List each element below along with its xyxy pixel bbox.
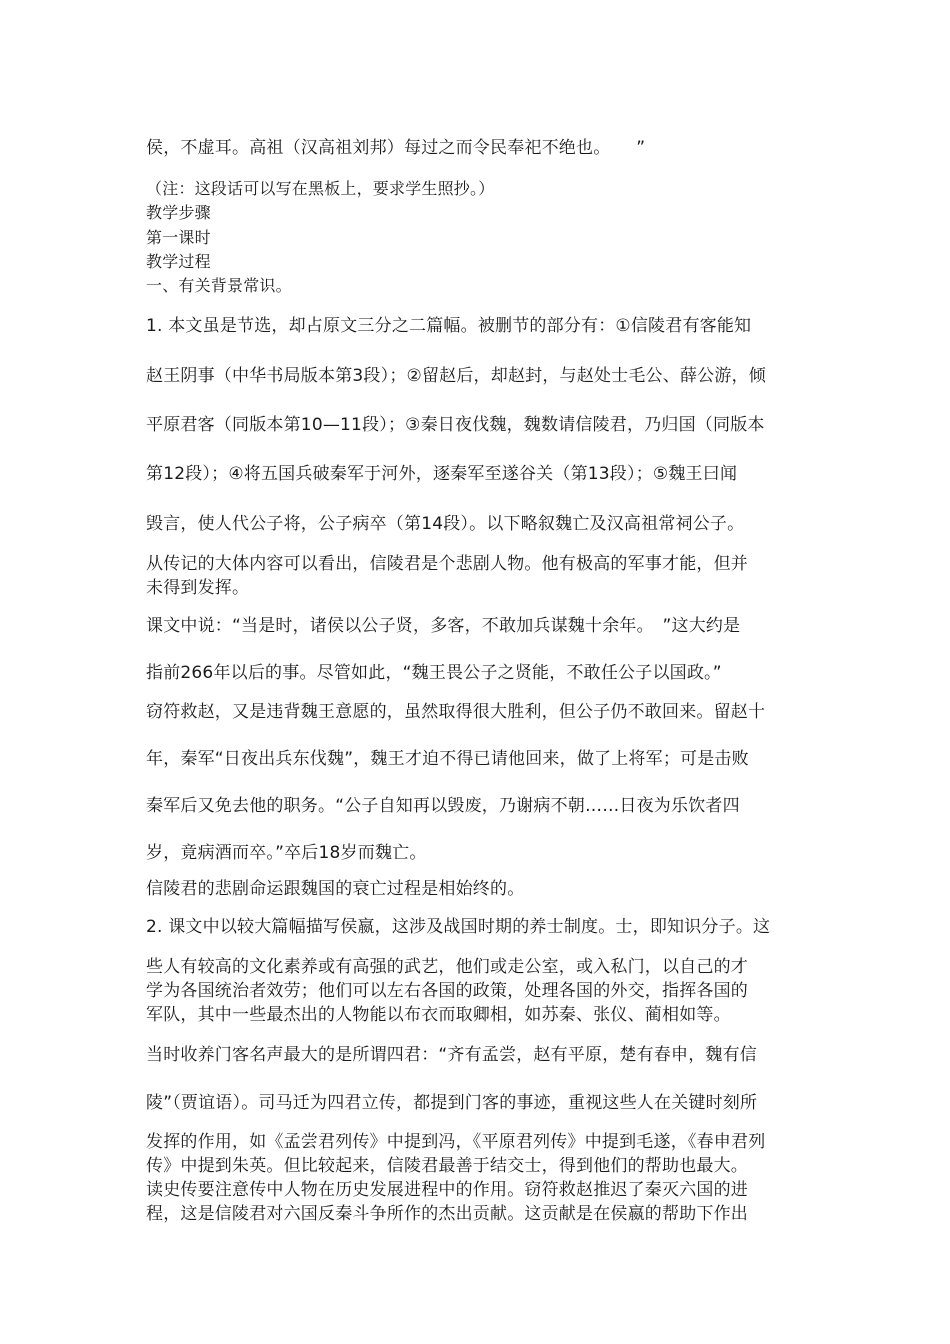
text-line: 秦军后又免去他的职务。“公子自知再以毁废，乃谢病不朝……日夜为乐饮者四 — [146, 796, 740, 816]
text-line: 从传记的大体内容可以看出，信陵君是个悲剧人物。他有极高的军事才能，但并 — [146, 554, 748, 574]
text-line: 未得到发挥。 — [146, 578, 250, 598]
text-line: 些人有较高的文化素养或有高强的武艺，他们或走公室，或入私门，以自己的才 — [146, 957, 748, 977]
text-line: 传》中提到朱英。但比较起来，信陵君最善于结交士，得到他们的帮助也最大。 — [146, 1156, 748, 1176]
text-line: 读史传要注意传中人物在历史发展进程中的作用。窃符救赵推迟了秦灭六国的进 — [146, 1180, 748, 1200]
text-line: 指前266年以后的事。尽管如此，“魏王畏公子之贤能，不敢任公子以国政。” — [146, 663, 722, 683]
text-line: 军队，其中一些最杰出的人物能以布衣而取卿相，如苏秦、张仪、蔺相如等。 — [146, 1005, 731, 1025]
section-heading: 教学过程 — [146, 252, 211, 271]
text-line: 课文中说：“当是时，诸侯以公子贤，多客，不敢加兵谋魏十余年。 ”这大约是 — [146, 616, 741, 636]
text-line: 年，秦军“日夜出兵东伐魏”，魏王才迫不得已请他回来，做了上将军；可是击败 — [146, 749, 749, 769]
text-line: 赵王阴事（中华书局版本第3段）；②留赵后，却赵封，与赵处士毛公、薛公游，倾 — [146, 366, 766, 386]
text-line: 学为各国统治者效劳；他们可以左右各国的政策，处理各国的外交，指挥各国的 — [146, 981, 748, 1001]
text-line: 第12段）；④将五国兵破秦军于河外，逐秦军至遂谷关（第13段）；⑤魏王曰闻 — [146, 464, 738, 484]
text-line: 发挥的作用，如《孟尝君列传》中提到冯，《平原君列传》中提到毛遂，《春申君列 — [146, 1132, 766, 1152]
text-line: 岁，竟病酒而卒。”卒后18岁而魏亡。 — [146, 843, 427, 863]
note-line: （注：这段话可以写在黑板上，要求学生照抄。） — [146, 179, 495, 198]
text-line: 程，这是信陵君对六国反秦斗争所作的杰出贡献。这贡献是在侯嬴的帮助下作出 — [146, 1204, 748, 1224]
text-line: 窃符救赵，又是违背魏王意愿的，虽然取得很大胜利，但公子仍不敢回来。留赵十 — [146, 702, 766, 722]
text-line: 1. 本文虽是节选，却占原文三分之二篇幅。被删节的部分有：①信陵君有客能知 — [146, 316, 752, 336]
text-line: 2. 课文中以较大篇幅描写侯嬴，这涉及战国时期的养士制度。士，即知识分子。这 — [146, 917, 771, 937]
section-heading: 第一课时 — [146, 228, 211, 247]
text-line: 平原君客（同版本第10—11段）；③秦日夜伐魏，魏数请信陵君，乃归国（同版本 — [146, 415, 765, 435]
section-heading: 教学步骤 — [146, 203, 211, 222]
text-line: 信陵君的悲剧命运跟魏国的衰亡过程是相始终的。 — [146, 879, 525, 899]
section-heading: 一、有关背景常识。 — [146, 276, 292, 295]
text-line: 当时收养门客名声最大的是所谓四君：“齐有孟尝，赵有平原，楚有春申，魏有信 — [146, 1045, 758, 1065]
text-line: 毁言，使人代公子将，公子病卒（第14段）。以下略叙魏亡及汉高祖常祠公子。 — [146, 514, 745, 534]
text-line: 侯，不虚耳。高祖（汉高祖刘邦）每过之而令民奉祀不绝也。 ” — [146, 138, 646, 158]
text-line: 陵”（贾谊语）。司马迁为四君立传，都提到门客的事迹，重视这些人在关键时刻所 — [146, 1093, 758, 1113]
